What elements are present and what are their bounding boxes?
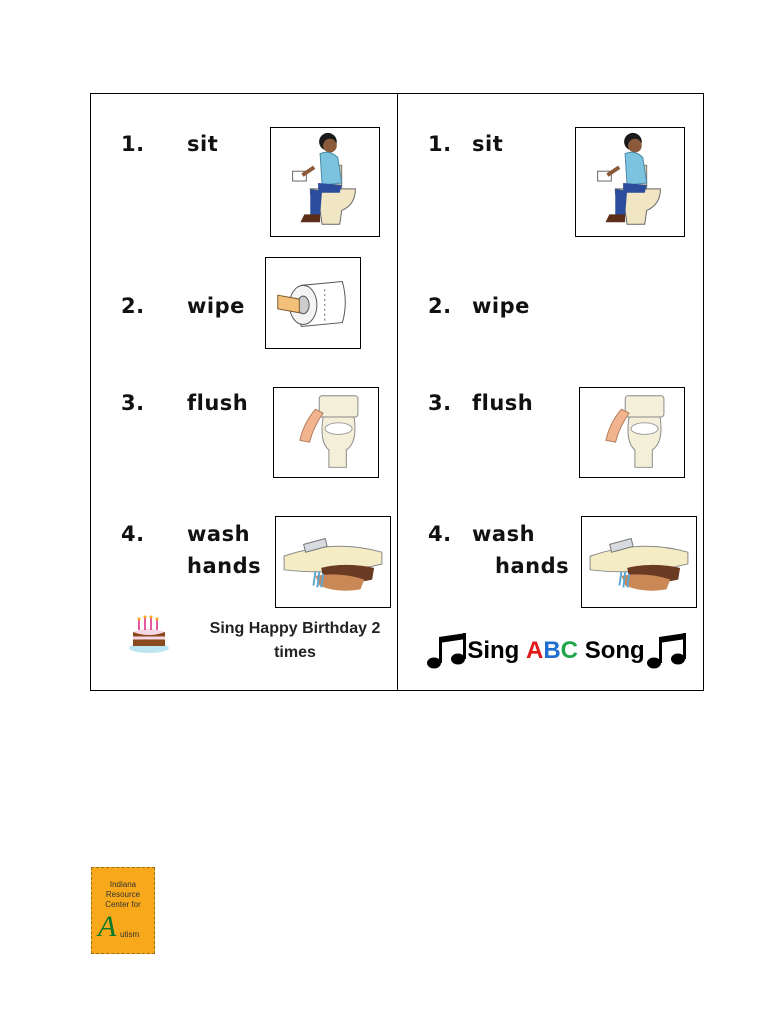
timer-text-line-2: times <box>274 644 316 661</box>
step-3-label: flush <box>472 391 534 415</box>
step-2-label: wipe <box>472 294 530 318</box>
logo-line-3: Center for <box>105 900 141 909</box>
step-4-number: 4. <box>428 522 452 546</box>
step-4-label-wash: wash <box>187 522 251 546</box>
indiana-resource-center-for-autism-logo <box>91 867 155 954</box>
step-1-label: sit <box>472 132 504 156</box>
step-4-label-hands: hands <box>495 554 570 578</box>
step-2-number: 2. <box>428 294 452 318</box>
song-word-song: Song <box>584 637 645 664</box>
toilet-paper-icon <box>265 257 361 349</box>
timer-text-line-1: Sing Happy Birthday 2 <box>209 620 381 637</box>
toilet-sit-icon <box>270 127 380 237</box>
routine-table <box>90 93 704 691</box>
wash-hands-icon <box>275 516 391 608</box>
right-column <box>398 94 704 690</box>
step-1-label: sit <box>187 132 219 156</box>
logo-rest: utism <box>120 930 140 939</box>
flush-toilet-icon <box>273 387 379 478</box>
sing-abc-song-text <box>421 626 691 676</box>
step-4-label-wash: wash <box>472 522 536 546</box>
step-1-number: 1. <box>428 132 452 156</box>
toilet-sit-icon <box>575 127 685 237</box>
music-note-icon <box>645 631 687 671</box>
step-2-number: 2. <box>121 294 145 318</box>
left-column <box>91 94 397 690</box>
letter-b: B <box>543 637 561 664</box>
step-3-label: flush <box>187 391 249 415</box>
letter-a: A <box>525 637 544 664</box>
music-note-icon <box>425 631 467 671</box>
wash-hands-icon <box>581 516 697 608</box>
step-1-number: 1. <box>121 132 145 156</box>
step-3-number: 3. <box>121 391 145 415</box>
logo-line-2: Resource <box>105 890 141 899</box>
birthday-cake-icon <box>127 612 171 656</box>
flush-toilet-icon <box>579 387 685 478</box>
logo-line-1: Indiana <box>109 880 137 889</box>
step-4-number: 4. <box>121 522 145 546</box>
step-4-label-hands: hands <box>187 554 262 578</box>
sing-happy-birthday-text <box>199 617 391 665</box>
step-2-label: wipe <box>187 294 245 318</box>
step-3-number: 3. <box>428 391 452 415</box>
logo-big-letter: A <box>98 910 117 943</box>
song-word-sing: Sing <box>467 637 520 664</box>
letter-c: C <box>560 637 579 664</box>
